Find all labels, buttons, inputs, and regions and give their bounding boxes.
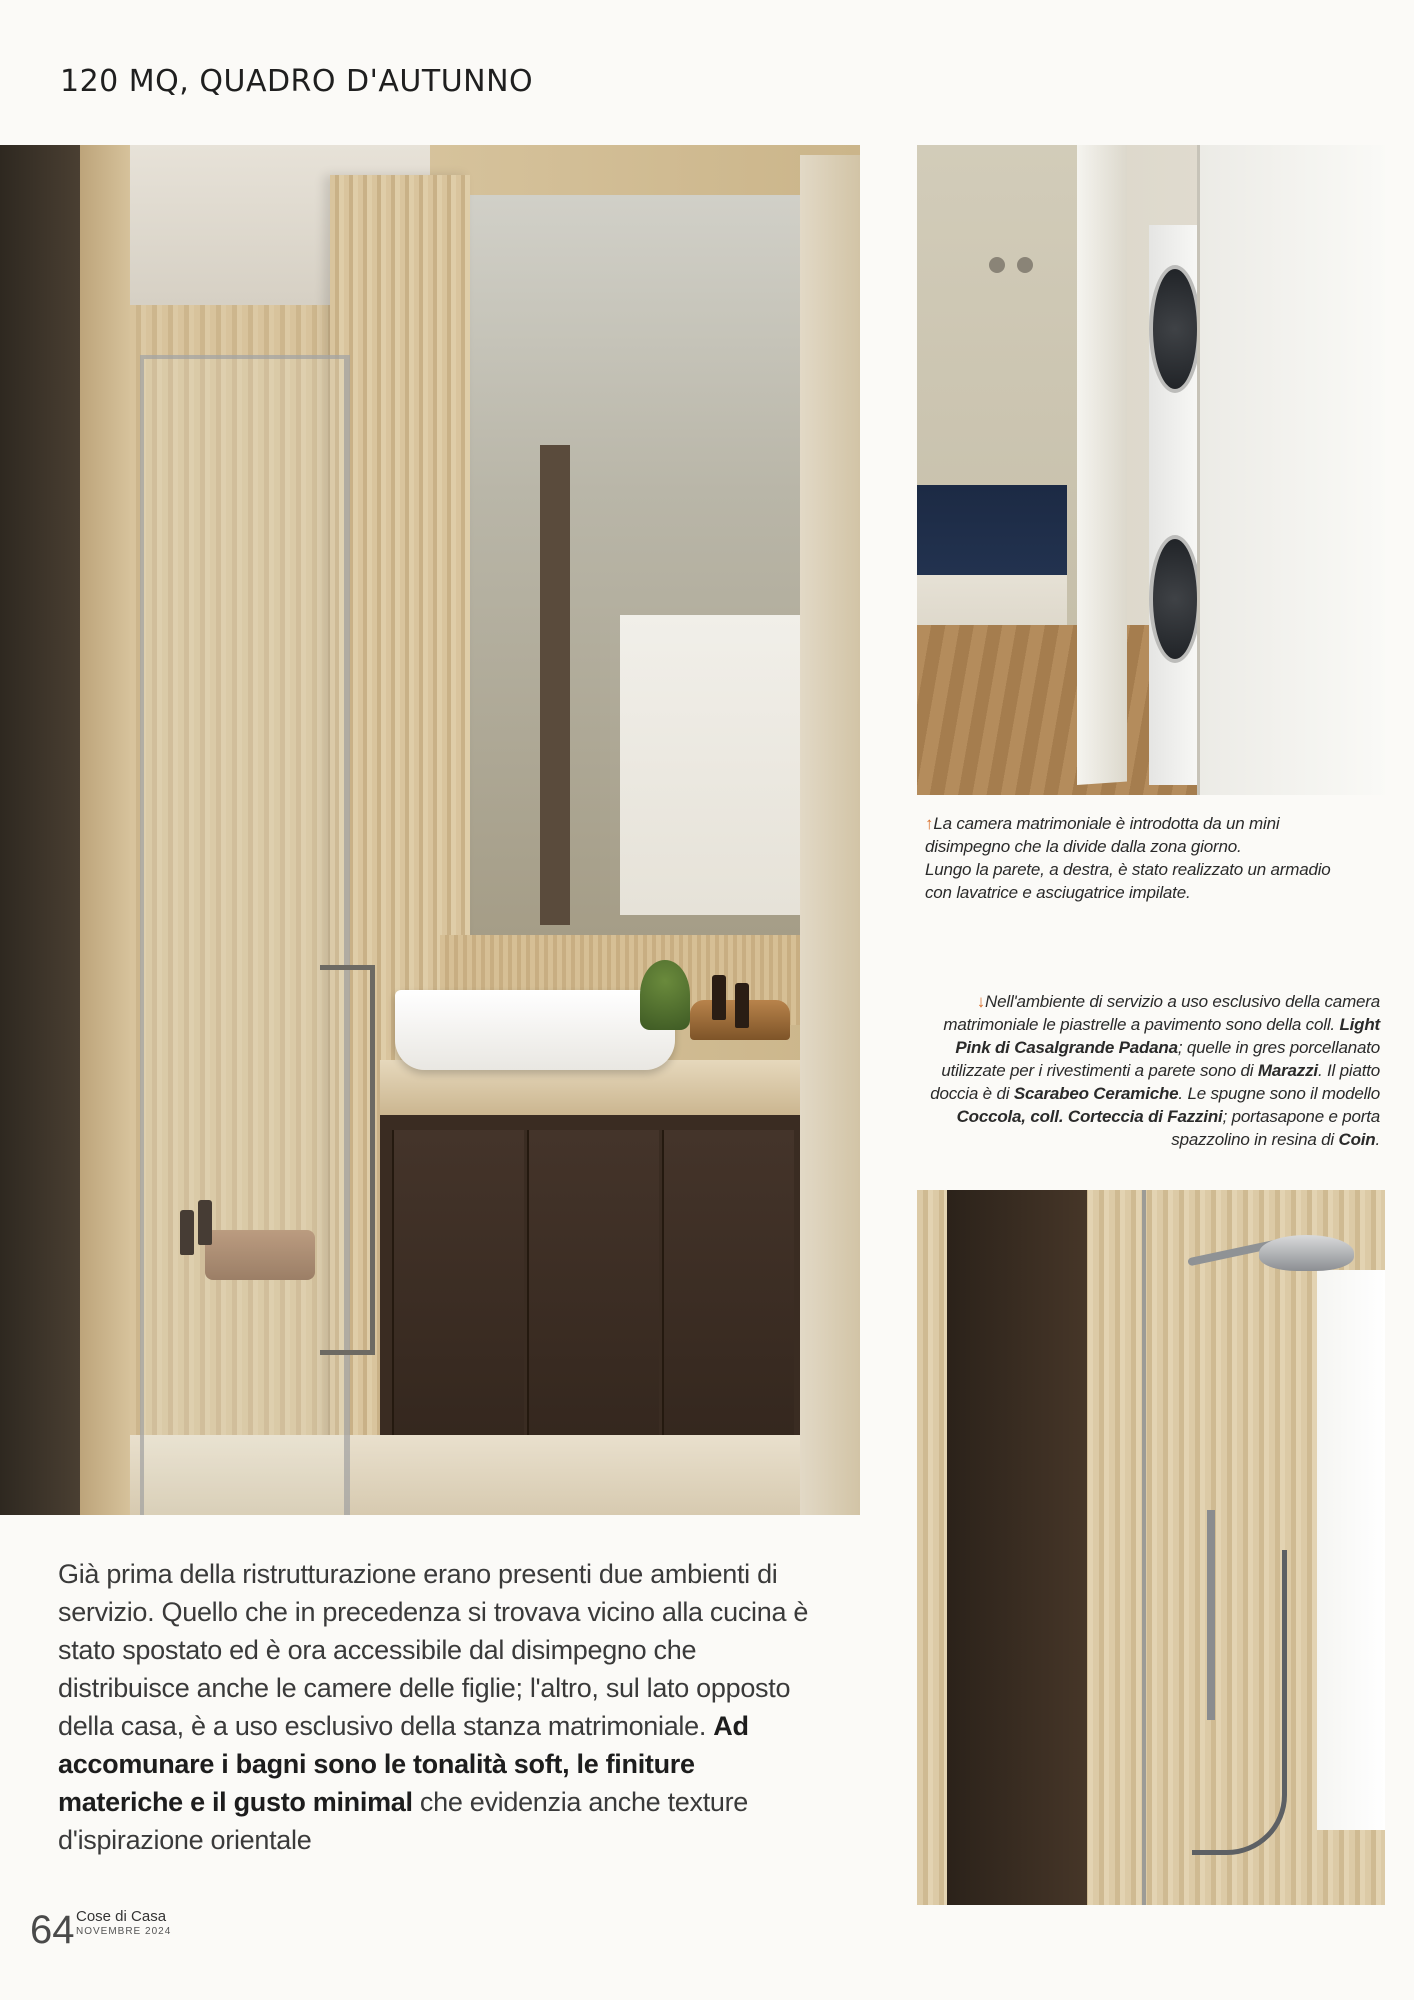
- brand-name: Coin: [1338, 1130, 1376, 1149]
- brand-name: Light Pink di Casalgrande Padana: [955, 1015, 1380, 1057]
- window: [1317, 1270, 1385, 1830]
- caption-text: . Le spugne sono il modello: [1178, 1084, 1380, 1103]
- cabinet-door: [662, 1130, 794, 1470]
- bottle: [712, 975, 726, 1020]
- caption-line: Lungo la parete, a destra, è stato realizzato un armadio: [925, 860, 1331, 879]
- caption-top: [925, 812, 1385, 904]
- wardrobe-door: [1197, 145, 1385, 795]
- bedroom-closet-photo: [917, 145, 1385, 795]
- travertine-wall: [80, 145, 130, 1515]
- cabinet-door: [527, 1130, 659, 1470]
- wall-knob: [989, 257, 1005, 273]
- dark-wood-panel: [947, 1190, 1087, 1905]
- dark-wall-panel: [0, 145, 80, 1515]
- bathroom-main-photo: [0, 145, 860, 1515]
- dryer-porthole: [1149, 265, 1201, 393]
- mirror-reflection-door: [620, 615, 800, 915]
- body-text: che evidenzia anche texture d'ispirazione orientale: [58, 1787, 749, 1855]
- shower-hose: [1192, 1550, 1287, 1855]
- plant-vase: [640, 960, 690, 1030]
- magazine-issue: NOVEMBRE 2024: [76, 1926, 172, 1937]
- wall-knob: [1017, 257, 1033, 273]
- caption-text: Nell'ambiente di servizio a uso esclusivo della camera matrimoniale le piastrelle a pavimento sono della coll.: [943, 992, 1380, 1034]
- caption-line: con lavatrice e asciugatrice impilate.: [925, 883, 1191, 902]
- right-wall: [800, 155, 860, 1515]
- body-text: Già prima della ristrutturazione erano presenti due ambienti di servizio. Quello che in precedenza si trovava vicino alla cucina è stato spostato ed è ora accessibile dal disimpegno che distribuisce anche le camere delle figlie; l'altro, sul lato opposto della casa, è a uso esclusivo della stanza matrimoniale.: [58, 1559, 809, 1741]
- washbasin: [395, 990, 675, 1070]
- article-body: [58, 1555, 818, 1859]
- page-number: 64: [30, 1908, 75, 1952]
- caption-text: ; portasapone e porta spazzolino in resina di: [1171, 1107, 1380, 1149]
- bedroom-door: [1077, 145, 1127, 785]
- brand-name: Coccola, coll. Corteccia di Fazzini: [956, 1107, 1223, 1126]
- shower-handle: [320, 965, 375, 1355]
- brand-name: Scarabeo Ceramiche: [1013, 1084, 1179, 1103]
- page-title: 120 MQ, QUADRO D'AUTUNNO: [60, 64, 534, 99]
- caption-text: . Il piatto doccia è di: [930, 1061, 1380, 1103]
- cabinet-door: [392, 1130, 524, 1470]
- magazine-name: Cose di Casa: [76, 1908, 167, 1925]
- body-bold-text: Ad accomunare i bagni sono le tonalità soft, le finiture materiche e il gusto minimal: [58, 1711, 749, 1817]
- shower-head: [1259, 1235, 1354, 1271]
- caption-text: .: [1375, 1130, 1380, 1149]
- shower-glass-door: [140, 355, 350, 1515]
- caption-line: disimpegno che la divide dalla zona giorno.: [925, 837, 1242, 856]
- shower-glass-edge: [1142, 1190, 1146, 1905]
- caption-bottom: [915, 990, 1380, 1151]
- brand-name: Marazzi: [1257, 1061, 1318, 1080]
- caption-text: ; quelle in gres porcellanato utilizzate per i rivestimenti a parete sono di: [941, 1038, 1380, 1080]
- bottle: [735, 983, 749, 1028]
- shower-photo: [917, 1190, 1385, 1905]
- caption-line: La camera matrimoniale è introdotta da un mini: [933, 814, 1280, 833]
- arrow-up-icon: ↑: [925, 814, 934, 833]
- washer-porthole: [1149, 535, 1201, 663]
- mirror-reflection-wall: [540, 445, 570, 925]
- arrow-down-icon: ↓: [976, 992, 986, 1011]
